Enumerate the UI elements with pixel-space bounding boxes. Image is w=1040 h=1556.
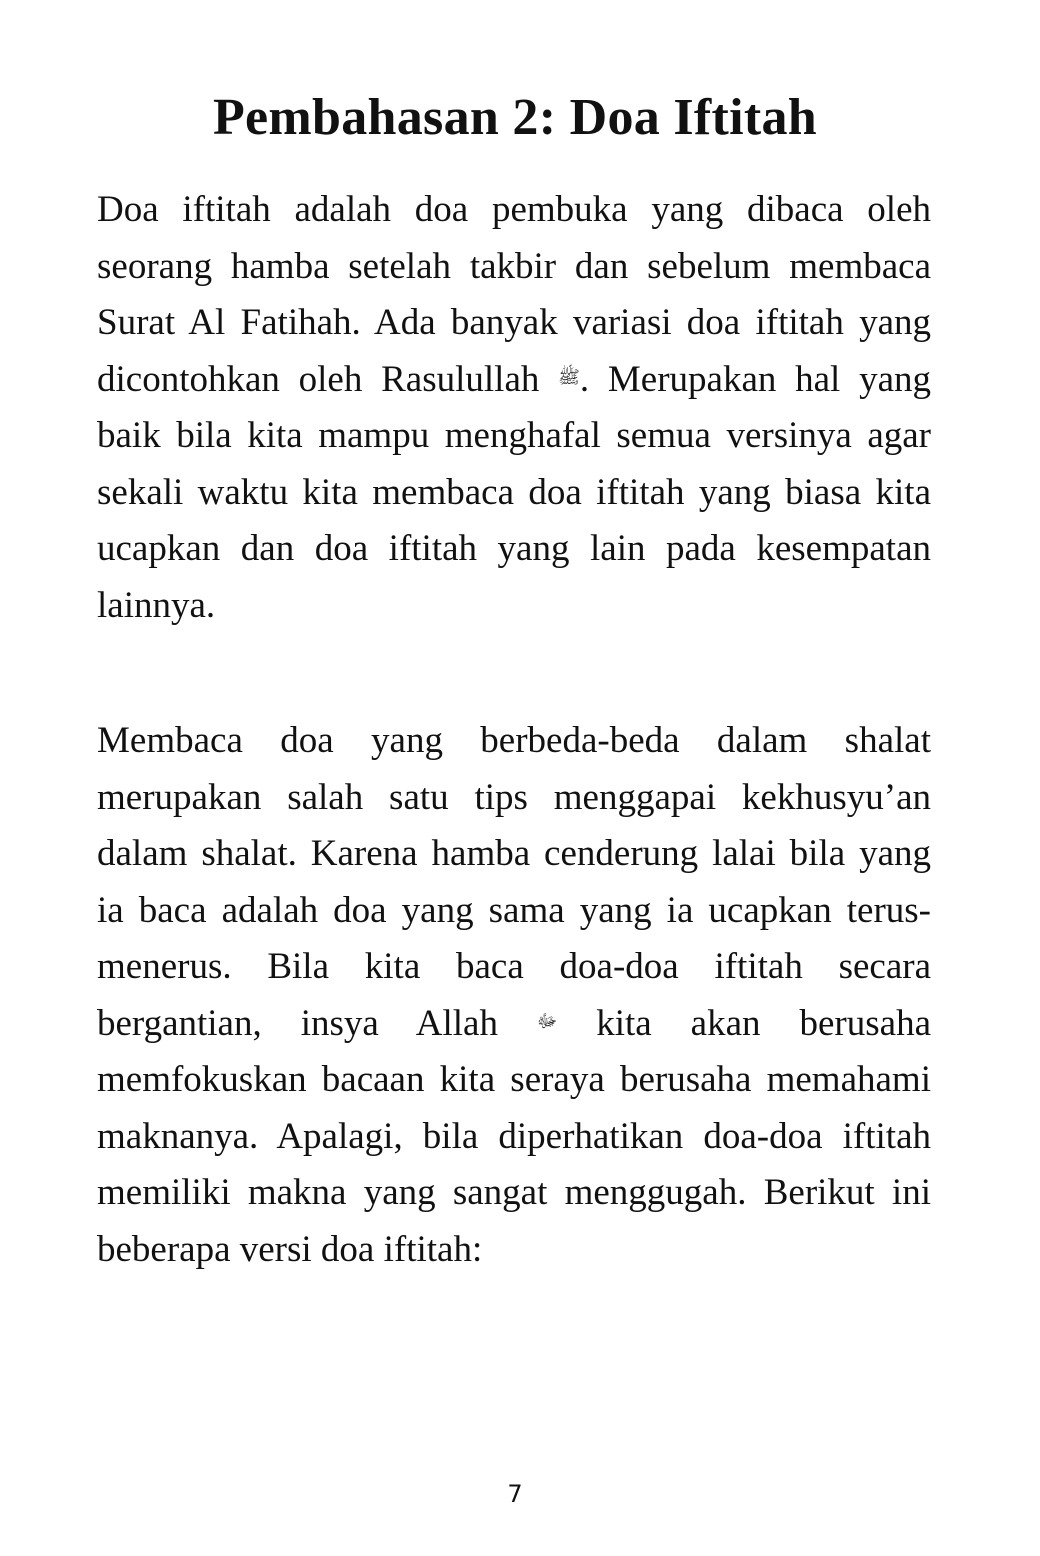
- page-number: 7: [507, 1480, 523, 1508]
- paragraph-1-text-a: Doa iftitah adalah doa pembuka yang dibaca oleh seorang hamba setelah takbir dan sebelum membaca Surat Al Fatihah. Ada banyak variasi doa iftitah yang dicontohkan oleh Rasulullah: [97, 189, 931, 400]
- salawat-honorific-icon: ﷺ: [558, 366, 580, 388]
- paragraph-2: [97, 713, 931, 1278]
- paragraph-1: [97, 182, 931, 634]
- paragraph-2-text-b: kita akan berusaha memfokuskan bacaan kita seraya berusaha memahami maknanya. Apalagi, bila diperhatikan doa-doa iftitah memiliki makna yang sangat menggugah. Berikut ini beberapa versi doa iftitah:: [97, 1002, 931, 1270]
- paragraph-2-text-a: Membaca doa yang berbeda-beda dalam shalat merupakan salah satu tips menggapai kekhusyu’an dalam shalat. Karena hamba cenderung lalai bila yang ia baca adalah doa yang sama yang ia ucapkan terus-menerus. Bila kita baca doa-doa iftitah secara bergantian, insya Allah: [97, 720, 931, 1044]
- jalla-jalaluhu-honorific-icon: ﷻ: [536, 1010, 558, 1032]
- page-title: Pembahasan 2: Doa Iftitah: [212, 89, 818, 146]
- paragraph-1-text-b: . Merupakan hal yang baik bila kita mampu menghafal semua versinya agar sekali waktu kita membaca doa iftitah yang biasa kita ucapkan dan doa iftitah yang lain pada kesempatan lainnya.: [97, 358, 931, 626]
